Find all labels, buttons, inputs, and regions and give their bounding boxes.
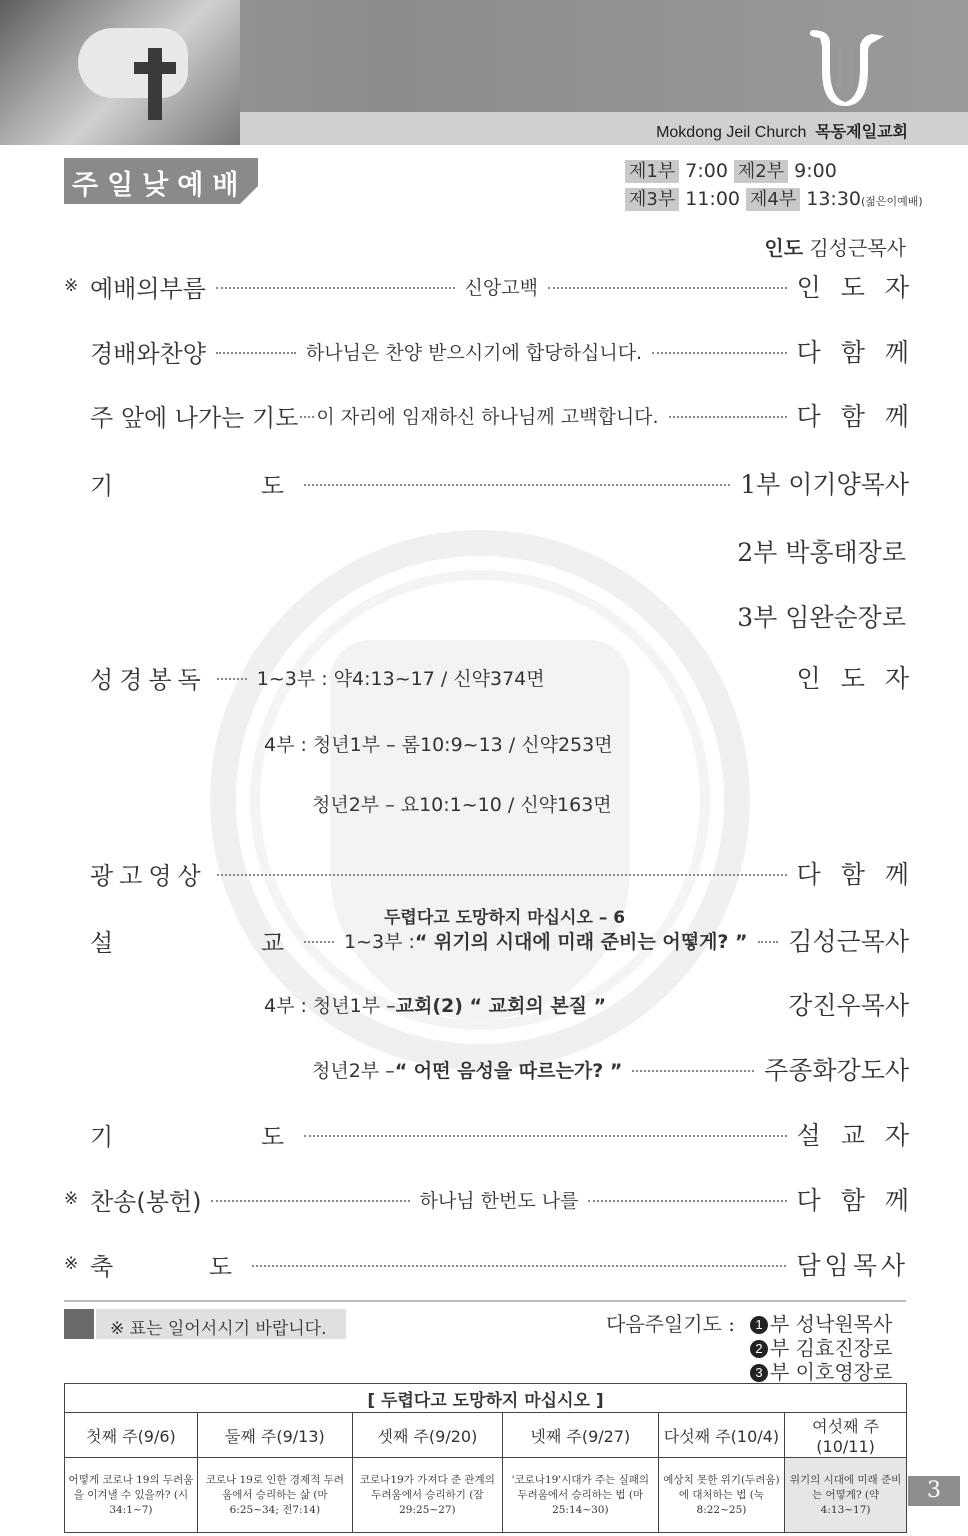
order-sermon: 설 교 1~3부 : “ 위기의 시대에 미래 준비는 어떻게? ” 김성근목사 [90, 927, 909, 957]
week-description: 코로나 19로 인한 경제적 두려움에서 승리하는 삶 (마6:25~34; 전7:14) [197, 1458, 352, 1533]
scripture-youth-1: 4부 : 청년1부 – 롬10:9~13 / 신약253면 [264, 734, 613, 756]
service-time: 9:00 [794, 160, 837, 182]
dotted-leader [632, 1070, 754, 1072]
footer-divider [64, 1300, 906, 1302]
church-name: Mokdong Jeil Church 목동제일교회 [656, 124, 908, 141]
dotted-leader [304, 941, 334, 943]
dotted-leader [211, 1200, 409, 1202]
service-times-row-1 [625, 157, 843, 183]
order-hymn: ※ 찬송(봉헌) 하나님 한번도 나를 다함께 [64, 1186, 929, 1216]
week-label: 셋째 주(9/20) [352, 1413, 502, 1458]
page-number: 3 [908, 1476, 960, 1506]
service-note: (젊은이예배) [861, 195, 923, 208]
order-prayer: 기 도 1부 이기양목사 [90, 470, 909, 500]
dotted-leader [304, 484, 730, 486]
order-video: 광고영상 다함께 [90, 860, 929, 890]
order-benediction: ※ 축 도 담임목사 [64, 1251, 909, 1281]
service-time: 7:00 [685, 160, 728, 182]
dotted-leader [216, 287, 455, 289]
prayer-elder-2: 2부 박홍태장로 [737, 538, 906, 567]
dotted-leader [216, 352, 296, 354]
week-label: 여섯째 주(10/11) [785, 1413, 907, 1458]
week-description: '코로나19'시대가 주는 실패의 두려움에서 승리하는 법 (마25:14~30) [502, 1458, 658, 1533]
service-tag: 제1부 [625, 160, 679, 183]
week-label: 둘째 주(9/13) [197, 1413, 352, 1458]
dotted-leader [548, 287, 787, 289]
worship-leader: 인도 김성근목사 [764, 236, 906, 260]
page-title: 주일낮예배 [72, 170, 248, 201]
series-table-title: [ 두렵다고 도망하지 마십시오 ] [65, 1384, 907, 1413]
dotted-leader [300, 416, 314, 418]
order-scripture: 성경봉독 1~3부 : 약4:13~17 / 신약374면 인도자 [90, 664, 929, 694]
dotted-leader [252, 1265, 786, 1267]
stand-note-block [64, 1309, 94, 1339]
dotted-leader [304, 1135, 787, 1137]
sermon-series-table [64, 1383, 907, 1533]
dotted-leader [669, 416, 787, 418]
dotted-leader [758, 941, 779, 943]
order-call-to-worship: ※ 예배의부름 신앙고백 인도자 [64, 273, 930, 303]
next-prayer-item: 1 부 성낙원목사 [750, 1308, 892, 1337]
order-confession: 주 앞에 나가는 기도 이 자리에 임재하신 하나님께 고백합니다. 다함께 [90, 402, 929, 432]
week-description: 코로나19가 가져다 준 관계의 두려움에서 승리하기 (잠29:25~27) [352, 1458, 502, 1533]
watermark-lyre [330, 640, 630, 1020]
stand-note: ※ 표는 일어서시기 바랍니다. [110, 1319, 327, 1339]
service-tag: 제4부 [746, 188, 800, 211]
next-prayer-label: 다음주일기도 : [606, 1312, 736, 1336]
sermon-youth-2: 청년2부 – “ 어떤 음성을 따르는가? ” 주종화강도사 [312, 1056, 909, 1085]
service-time: 13:30 [806, 188, 861, 210]
week-label: 다섯째 주(10/4) [658, 1413, 785, 1458]
praying-hands-photo [0, 0, 240, 145]
title-corner [240, 186, 258, 204]
prayer-elder-3: 3부 임완순장로 [737, 603, 906, 632]
sermon-series: 두렵다고 도망하지 마십시오 – 6 [384, 908, 626, 928]
service-times-row-2 [625, 185, 923, 211]
service-time: 11:00 [685, 188, 740, 210]
next-prayer-item: 3 부 이호영장로 [750, 1356, 892, 1385]
sermon-youth-1: 4부 : 청년1부 – 교회(2) “ 교회의 본질 ” 강진우목사 [264, 991, 909, 1020]
week-description: 위기의 시대에 미래 준비는 어떻게? (약4:13~17) [785, 1458, 907, 1533]
order-prayer-2: 기 도 설교자 [90, 1121, 929, 1151]
service-tag: 제2부 [734, 160, 788, 183]
dotted-leader [588, 1200, 786, 1202]
week-label: 넷째 주(9/27) [502, 1413, 658, 1458]
lyre-dove-logo-icon [800, 28, 890, 108]
dotted-leader [217, 678, 247, 680]
dotted-leader [652, 352, 786, 354]
next-prayer-item: 2 부 김효진장로 [750, 1332, 892, 1361]
week-description: 예상치 못한 위기(두려움)에 대처하는 법 (눅8:22~25) [658, 1458, 785, 1533]
service-tag: 제3부 [625, 188, 679, 211]
week-description: 어떻게 코로나 19의 두려움을 이겨낼 수 있을까? (시34:1~7) [65, 1458, 198, 1533]
scripture-youth-2: 청년2부 – 요10:1~10 / 신약163면 [312, 794, 612, 816]
week-label: 첫째 주(9/6) [65, 1413, 198, 1458]
dotted-leader [217, 874, 787, 876]
order-praise: 경배와찬양 하나님은 찬양 받으시기에 합당하십니다. 다함께 [90, 338, 929, 368]
